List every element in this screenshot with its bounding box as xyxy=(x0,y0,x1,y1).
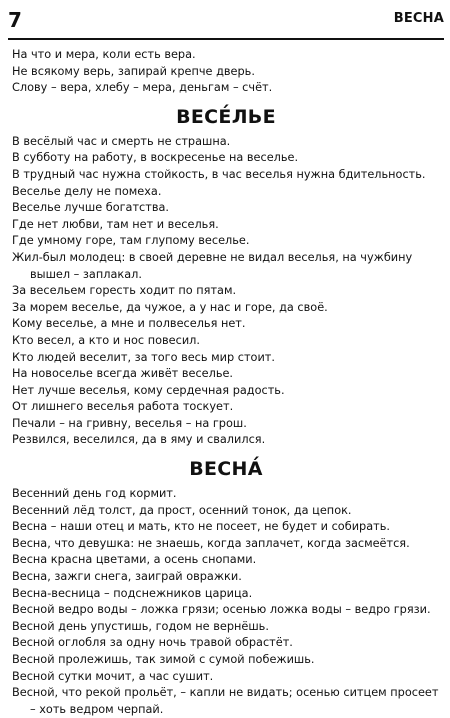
proverb: Где нет любви, там нет и веселья. xyxy=(12,217,219,231)
proverb: Весенний лёд толст, да прост, осенний тонок, да цепок. xyxy=(12,503,352,517)
proverb: Кому веселье, а мне и полвеселья нет. xyxy=(12,317,246,331)
proverb: Нет лучше веселья, кому сердечная радость. xyxy=(12,383,285,397)
proverb: За морем веселье, да чужое, а у нас и горе, да своё. xyxy=(12,300,328,314)
proverb: Весна, что девушка: не знаешь, когда заплачет, когда засмеётся. xyxy=(12,536,410,550)
proverb: Весна, зажги снега, заиграй овражки. xyxy=(12,570,242,584)
proverb: Слову – вера, хлебу – мера, деньгам – счёт. xyxy=(12,81,273,95)
proverb: Жил-был молодец: в своей деревне не видал веселья, на чужбину вышел – заплакал. xyxy=(12,250,413,281)
running-title: ВЕСНА xyxy=(393,11,444,26)
proverb: Весна красна цветами, а осень снопами. xyxy=(12,553,257,567)
proverb: Резвился, веселился, да в яму и свалился. xyxy=(12,433,266,447)
proverb: Веселье лучше богатства. xyxy=(12,201,170,215)
proverb: Веселье делу не помеха. xyxy=(12,184,162,198)
intro-proverb-list xyxy=(12,47,440,97)
proverb: В субботу на работу, в воскресенье на веселье. xyxy=(12,151,299,165)
proverb: Весной сутки мочит, а час сушит. xyxy=(12,669,214,683)
proverb: Весной ведро воды – ложка грязи; осенью ложка воды – ведро грязи. xyxy=(12,603,431,617)
section-heading: ВЕСЕ́ЛЬЕ xyxy=(176,105,276,128)
page-content xyxy=(12,47,440,718)
proverb: Весной день упустишь, годом не вернёшь. xyxy=(12,619,269,633)
proverb-section xyxy=(12,457,440,718)
proverb: Весенний день год кормит. xyxy=(12,487,177,501)
proverb: Где умному горе, там глупому веселье. xyxy=(12,234,250,248)
proverb: Кто весел, а кто и нос повесил. xyxy=(12,333,200,347)
section-heading: ВЕСНА́ xyxy=(189,458,263,481)
proverb-list xyxy=(12,134,440,449)
proverb: От лишнего веселья работа тоскует. xyxy=(12,400,234,414)
proverb-list xyxy=(12,486,440,718)
proverb-section xyxy=(12,105,440,449)
sections-container xyxy=(12,105,440,718)
proverb: Весной, что рекой прольёт, – капли не видать; осенью ситцем просеет – хоть ведром черпай. xyxy=(12,686,439,716)
page-number: 7 xyxy=(8,8,22,32)
proverb: Весна – наши отец и мать, кто не посеет, не будет и собирать. xyxy=(12,520,390,534)
header-rule xyxy=(8,38,444,40)
proverb: Весна-весница – подснежников царица. xyxy=(12,586,253,600)
proverb: За весельем горесть ходит по пятам. xyxy=(12,284,237,298)
proverb: Весной оглобля за одну ночь травой обрастёт. xyxy=(12,636,293,650)
proverb: На новоселье всегда живёт веселье. xyxy=(12,367,234,381)
proverb: Не всякому верь, запирай крепче дверь. xyxy=(12,64,255,78)
proverb: На что и мера, коли есть вера. xyxy=(12,48,196,61)
proverb: В весёлый час и смерть не страшна. xyxy=(12,134,231,148)
proverb: Весной пролежишь, так зимой с сумой побежишь. xyxy=(12,653,315,666)
proverb: В трудный час нужна стойкость, в час веселья нужна бдительность. xyxy=(12,167,426,181)
page-header xyxy=(8,8,444,34)
proverb: Печали – на гривну, веселья – на грош. xyxy=(12,416,247,430)
proverb: Кто людей веселит, за того весь мир стоит. xyxy=(12,350,275,364)
